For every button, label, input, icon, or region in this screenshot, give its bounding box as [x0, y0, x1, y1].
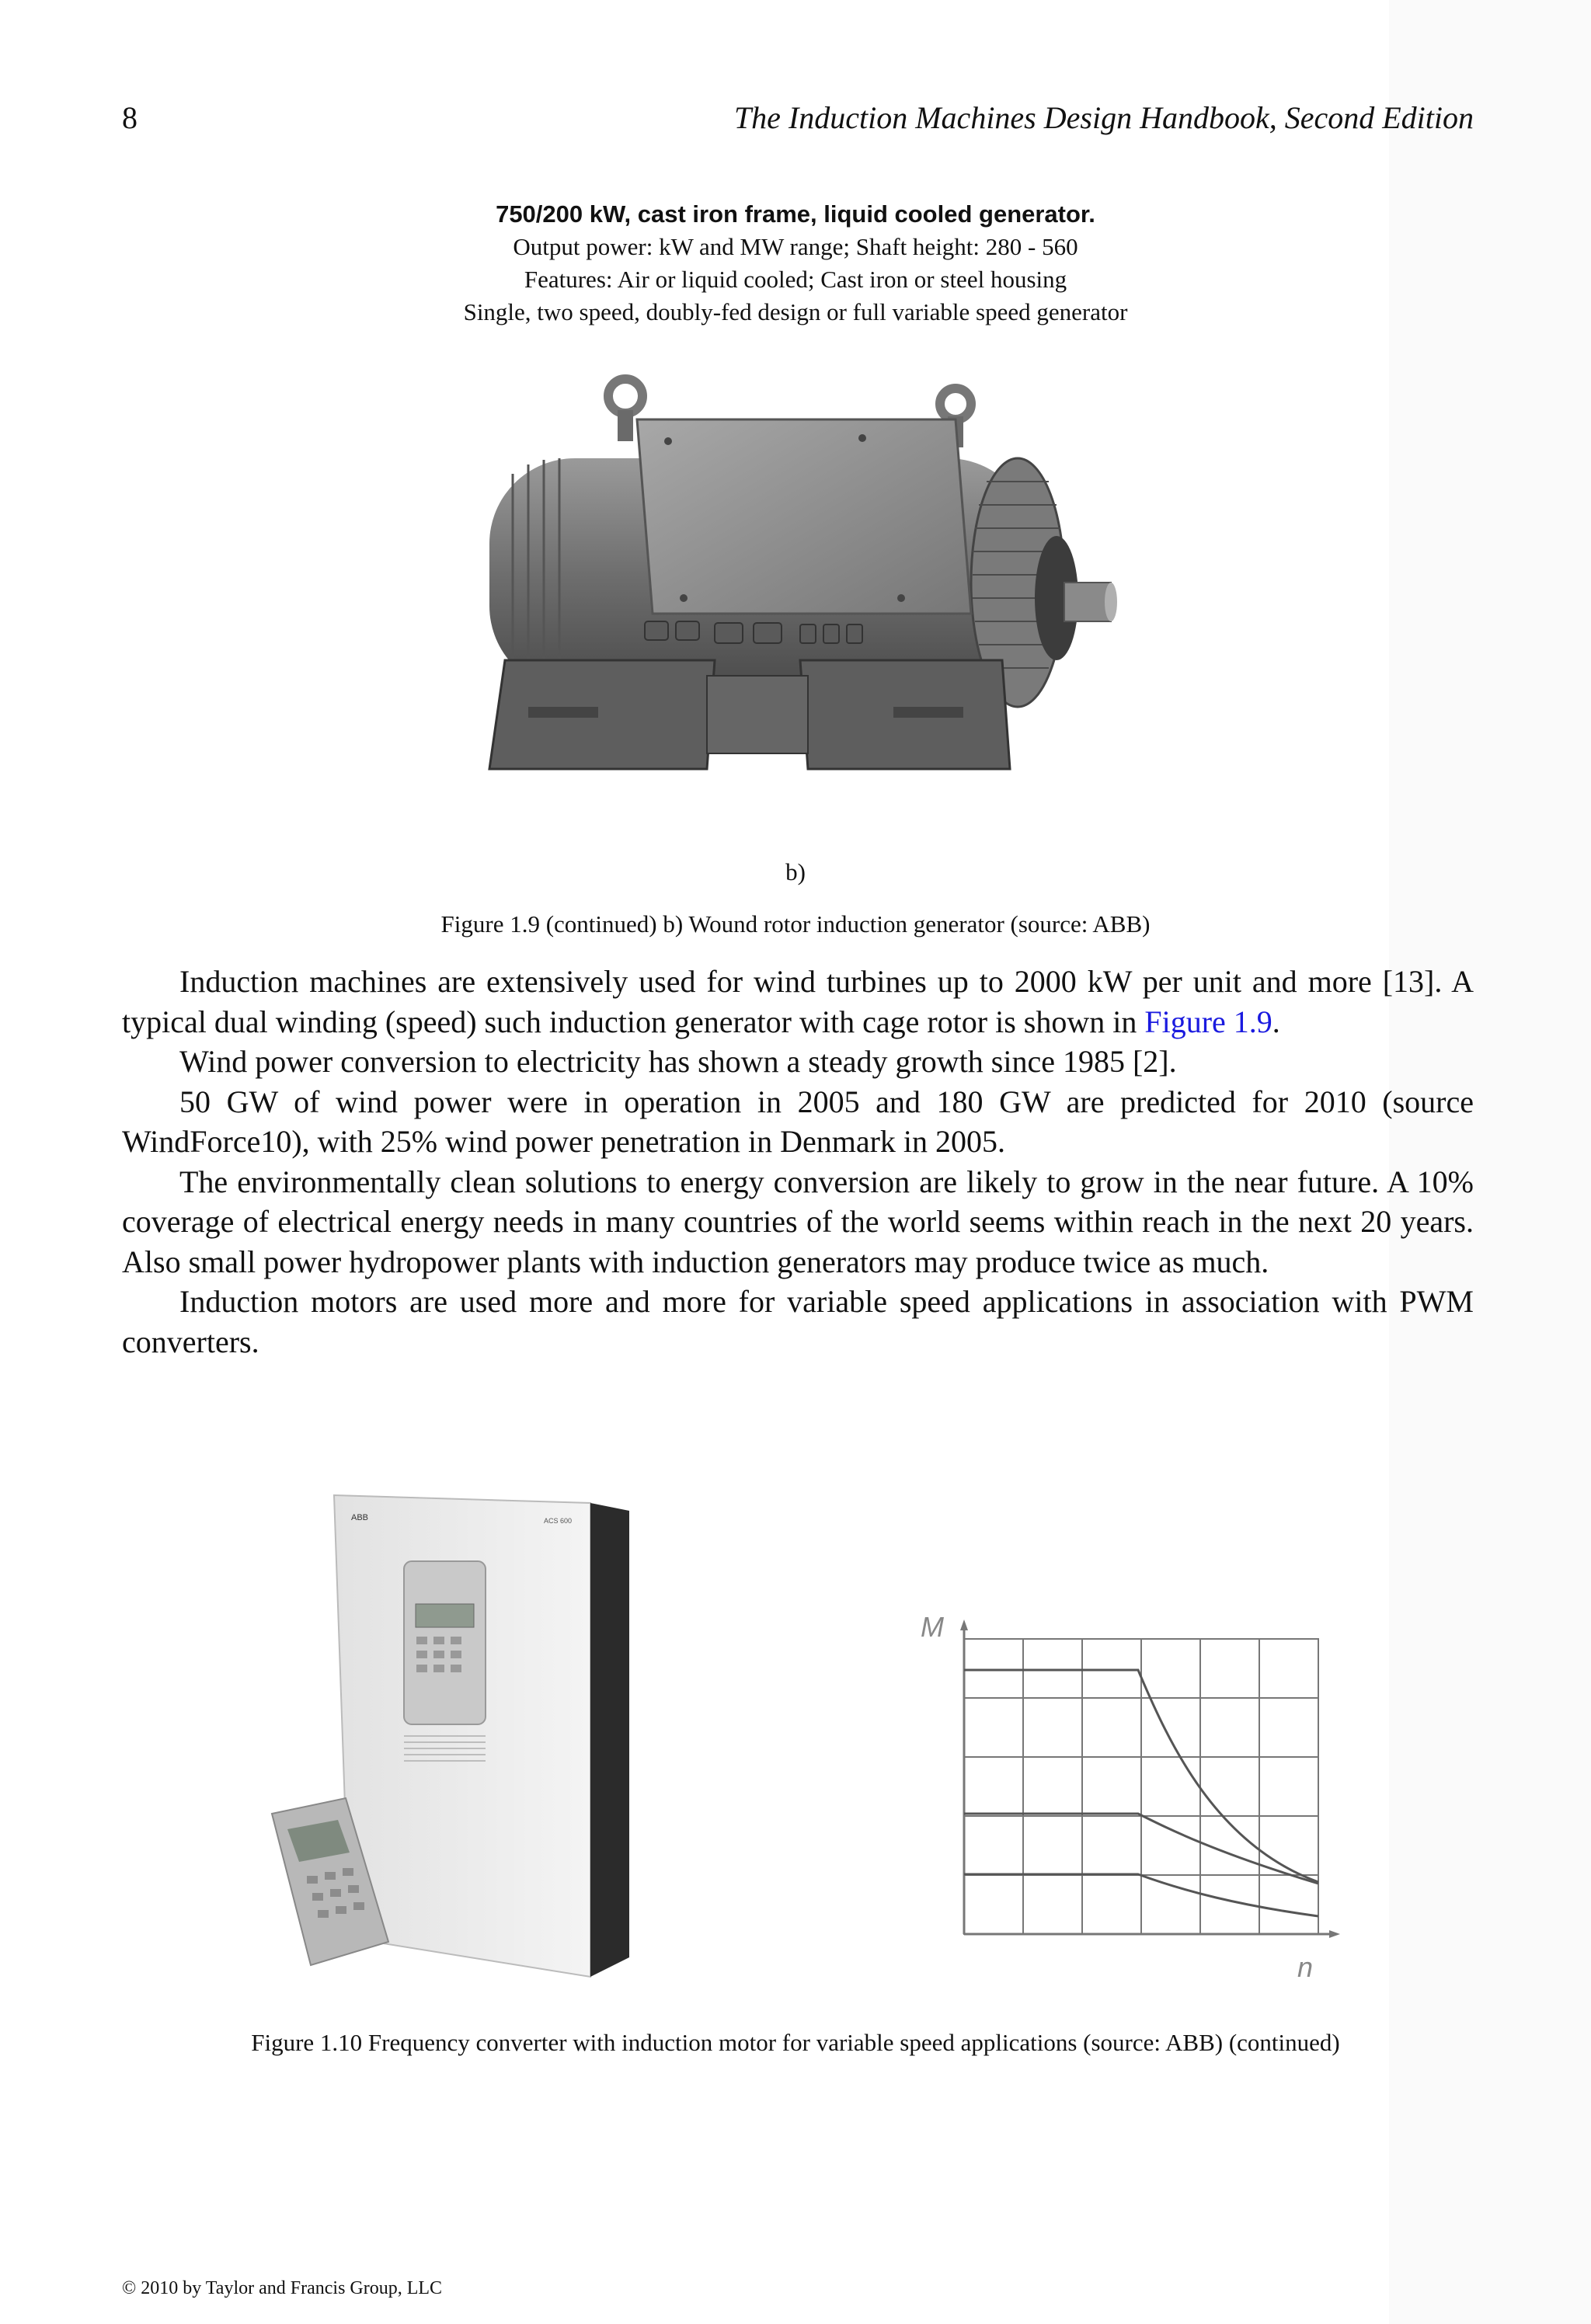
generator-photo: [458, 365, 1142, 816]
drive-model-label: ACS 600: [544, 1517, 573, 1525]
paragraph: Wind power conversion to electricity has shown a steady growth since 1985 [2].: [179, 1044, 1177, 1079]
torque-speed-diagram: [905, 1612, 1340, 1981]
x-axis-label: n: [1297, 1951, 1314, 1981]
paragraph: Induction motors are used more and more for variable speed applications in association with PWM converters.: [122, 1284, 1474, 1359]
figure-caption: Figure 1.10 Frequency converter with induction motor for variable speed applications (source: ABB) (continued): [251, 2029, 1340, 2056]
paragraph: 50 GW of wind power were in operation in 2005 and 180 GW are predicted for 2010 (source WindForce10), with 25% wind power penetration in Denmark in 2005.: [122, 1084, 1474, 1159]
spec-line: Output power: kW and MW range; Shaft height: 280 - 560: [513, 233, 1078, 260]
spec-line: Single, two speed, doubly-fed design or full variable speed generator: [463, 298, 1128, 325]
spec-line: Features: Air or liquid cooled; Cast iron or steel housing: [524, 266, 1067, 293]
frequency-converter-photo: [264, 1487, 637, 1981]
figure-caption: Figure 1.9 (continued) b) Wound rotor induction generator (source: ABB): [440, 910, 1151, 938]
running-title: The Induction Machines Design Handbook, Second Edition: [733, 100, 1474, 135]
y-axis-label: M: [921, 1612, 944, 1643]
body-text: [122, 962, 1474, 1362]
copyright-notice: © 2010 by Taylor and Francis Group, LLC: [122, 2278, 443, 2298]
page-number: 8: [122, 100, 138, 135]
chart-grid: [964, 1639, 1318, 1934]
spec-title: 750/200 kW, cast iron frame, liquid cooled generator.: [496, 200, 1095, 228]
figure-link[interactable]: Figure 1.9: [1144, 1004, 1272, 1039]
paragraph: Induction machines are extensively used for wind turbines up to 2000 kW per unit and more [13]. A typical dual winding (speed) such induction generator with cage rotor is shown in Figure 1.9.: [122, 964, 1474, 1039]
paragraph: The environmentally clean solutions to energy conversion are likely to grow in the near future. A 10% coverage of electrical energy needs in many countries of the world seems within reach in the next 20 years. Also small power hydropower plants with induction generators may produce twice as much.: [122, 1164, 1474, 1279]
figure-sublabel: b): [785, 858, 806, 885]
drive-brand-label: ABB: [351, 1513, 369, 1522]
page-header: [122, 99, 1474, 146]
